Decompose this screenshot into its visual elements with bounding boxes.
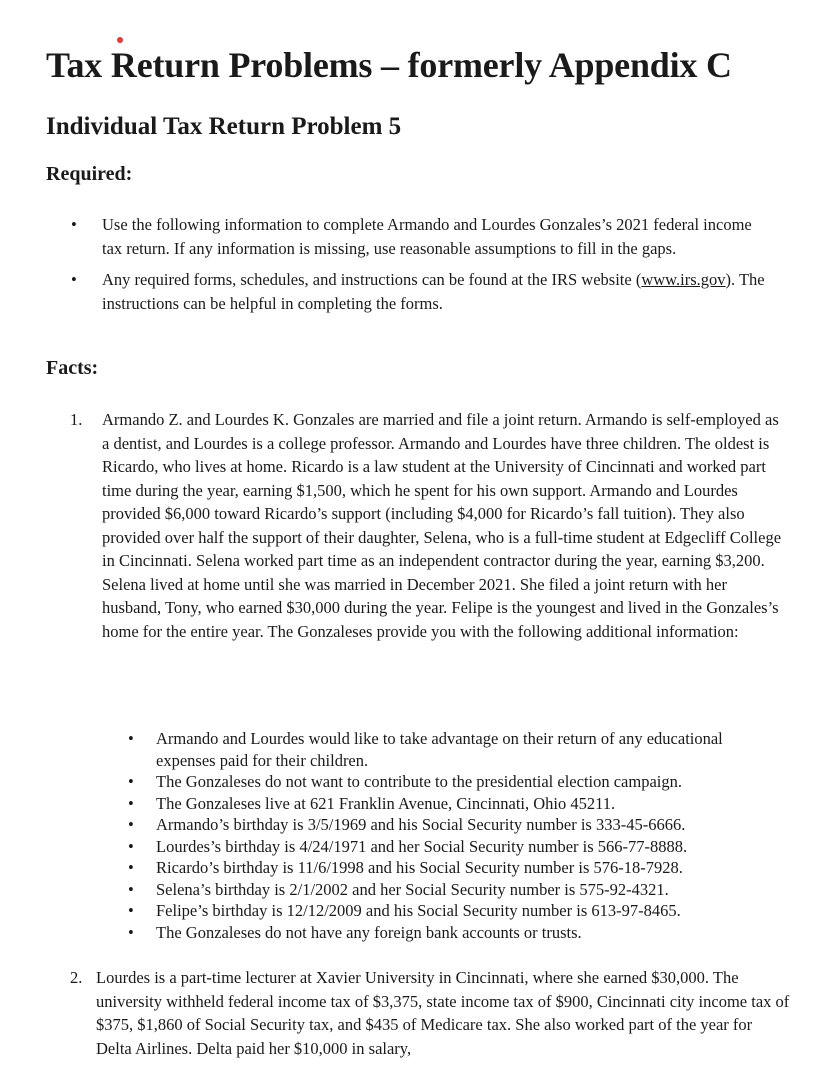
required-list [64,213,776,323]
list-item [122,922,782,944]
list-item [64,268,776,315]
list-item [122,879,782,901]
info-item-text: Ricardo’s birthday is 11/6/1998 and his Social Security number is 576-18-7928. [156,858,683,877]
info-item-text: Felipe’s birthday is 12/12/2009 and his Social Security number is 613-97-8465. [156,901,681,920]
additional-info-list [122,728,782,943]
bullet-icon: • [128,858,134,877]
red-annotation-dot [117,37,123,43]
list-item [122,771,782,793]
bullet-icon: • [128,729,134,748]
list-item [122,836,782,858]
info-item-text: Selena’s birthday is 2/1/2002 and her Social Security number is 575-92-4321. [156,879,669,899]
info-item-text: The Gonzaleses do not have any foreign bank accounts or trusts. [156,922,582,942]
bullet-icon: • [128,793,134,813]
list-item [122,814,782,836]
bullet-icon: • [128,772,134,791]
list-item [122,793,782,815]
fact-number: 2. [70,968,83,987]
bullet-icon: • [128,879,134,899]
info-item-text: Armando’s birthday is 3/5/1969 and his Social Security number is 333-45-6666. [156,815,686,834]
required-item-text: Use the following information to complete Armando and Lourdes Gonzales’s 2021 federal income tax return. If any information is missing, use reasonable assumptions to fill in the gaps. [102,215,752,258]
problem-subtitle: Individual Tax Return Problem 5 [46,113,402,140]
page-title: Tax Return Problems – formerly Appendix C [46,45,732,85]
fact-text: Lourdes is a part-time lecturer at Xavier University in Cincinnati, where she earned $30,000. The university withheld federal income tax of $3,375, state income tax of $900, Cincinnati city income tax of $375, $1,860 of Social Security tax, and $435 of Medicare tax. She also worked part of the year for Delta Airlines. Delta paid her $10,000 in salary, [96,968,790,1058]
fact-text: Armando Z. and Lourdes K. Gonzales are married and file a joint return. Armando is self-employed as a dentist, and Lourdes is a college professor. Armando and Lourdes have three children. The oldest is Ricardo, who lives at home. Ricardo is a law student at the University of Cincinnati and worked part time during the year, earning $1,500, which he spent for his own support. Armando and Lourdes provided $6,000 toward Ricardo’s support (including $4,000 for Ricardo’s fall tuition). They also provided over half the support of their daughter, Selena, who is a full-time student at Edgecliff College in Cincinnati. Selena worked part time as an independent contractor during the year, earning $3,200. Selena lived at home until she was married in December 2021. She filed a joint return with her husband, Tony, who earned $30,000 during the year. Felipe is the youngest and lived in the Gonzales’s home for the entire year. The Gonzaleses provide you with the following additional information: [102,410,782,641]
fact-number: 1. [70,410,83,429]
info-item-text: The Gonzaleses live at 621 Franklin Avenue, Cincinnati, Ohio 45211. [156,793,616,813]
required-heading: Required: [46,163,133,185]
info-item-text: Armando and Lourdes would like to take advantage on their return of any educational expenses paid for their children. [156,729,723,770]
fact-item-1 [70,408,790,643]
required-item-text-before: Any required forms, schedules, and instructions can be found at the IRS website ( [102,270,642,289]
info-item-text: The Gonzaleses do not want to contribute to the presidential election campaign. [156,772,683,791]
fact-item-2 [70,966,790,1060]
required-item-text-after: ). The instructions can be helpful in completing the forms. [102,270,765,313]
bullet-icon: • [71,270,77,289]
bullet-icon: • [128,836,134,856]
list-item [64,213,776,260]
facts-heading: Facts: [46,357,99,379]
bullet-icon: • [71,215,77,234]
list-item [122,728,782,771]
list-item [122,857,782,879]
irs-website-link[interactable]: www.irs.gov [641,270,726,289]
bullet-icon: • [128,901,134,920]
bullet-icon: • [128,815,134,834]
list-item [122,900,782,922]
info-item-text: Lourdes’s birthday is 4/24/1971 and her Social Security number is 566-77-8888. [156,836,688,856]
bullet-icon: • [128,922,134,942]
